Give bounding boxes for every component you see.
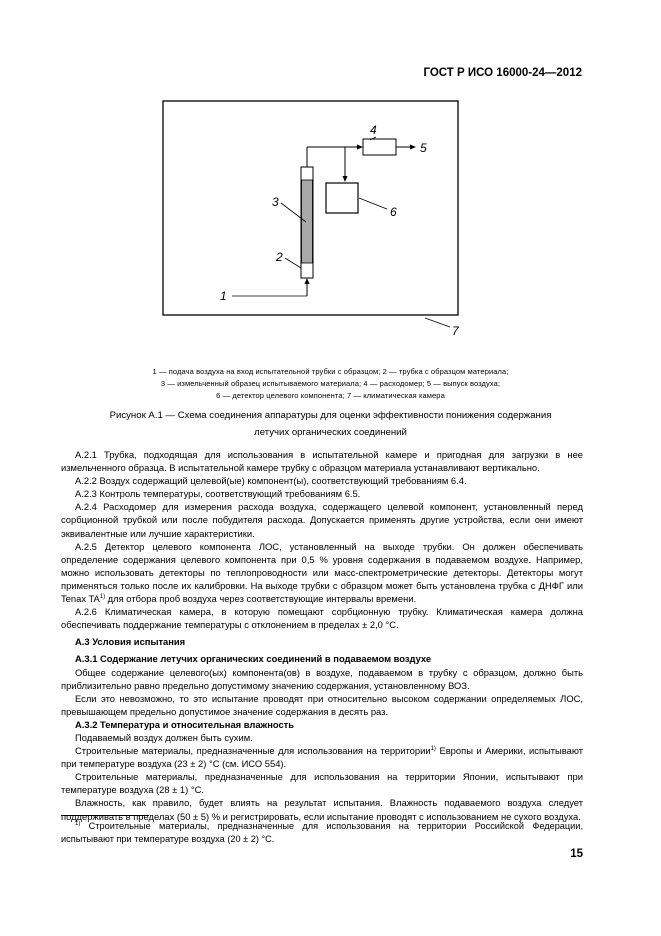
paragraph-a32-2 [61, 744, 583, 770]
paragraph-a21: А.2.1 Трубка, подходящая для использования в испытательной камере и пригодная для загрузки в нее измельченного образца. В испытательной камере трубку с образцом материала устанавливают вертикально. [61, 449, 583, 474]
footnote-marker: 1) [75, 821, 81, 827]
text-run: для отбора проб воздуха через соответствующие интервалы времени. [105, 593, 417, 605]
heading-a31: А.3.1 Содержание летучих органических соединений в подаваемом воздухе [75, 653, 432, 665]
figure-legend [90, 366, 571, 402]
legend-line: 1 — подача воздуха на вход испытательной трубки с образцом; 2 — трубка с образцом материала; [152, 367, 509, 376]
apparatus-diagram [0, 0, 661, 360]
label-6: 6 [390, 205, 397, 219]
text-run: А.2.5 Детектор целевого компонента ЛОС, установленный на выходе трубки. Он должен обеспечивать определение содержания целевого компонента при 0,5 % уровня содержания в подаваемом воздухе. Например, можно использовать детекторы по теплопроводности или масс-спектрометрические детекторы. Детекторы могут применяться только после их калибровки. На выходе трубки с образцом может быть установлена трубка с ДНФГ или Tenax TA [61, 540, 583, 605]
crushed-sample [302, 180, 313, 263]
footnote [61, 820, 583, 846]
legend-line: 6 — детектор целевого компонента; 7 — климатическая камера [216, 391, 445, 400]
paragraph-a32-4: Влажность, как правило, будет влиять на результат испытания. Влажность подаваемого воздуха следует поддерживать в пределах (50 ± 5) % и регистрировать, если испытание проводят с использованием не сухого воздуха. [61, 797, 583, 822]
paragraph-a31-1: Общее содержание целевого(ых) компонента(ов) в воздухе, подаваемом в трубку с образцом, должно быть приблизительно равно предельно допустимому значению содержания, установленному ВОЗ. [61, 666, 583, 691]
label-2: 2 [276, 250, 283, 264]
caption-line: летучих органических соединений [254, 427, 407, 438]
paragraph-a32-3: Строительные материалы, предназначенные для использования на территории Японии, испытывают при температуре воздуха (28 ± 1) °С. [61, 771, 583, 796]
paragraph-a31-2: Если это невозможно, то это испытание проводят при относительно высоком содержании определяемых ЛОС, превышающем предельно допустимое значение содержания в десять раз. [61, 692, 583, 717]
detector [326, 183, 358, 213]
label-7: 7 [452, 324, 459, 338]
label-3: 3 [272, 195, 279, 209]
heading-a32: А.3.2 Температура и относительная влажность [75, 718, 295, 730]
flowmeter [363, 139, 396, 155]
text-run: Строительные материалы, предназначенные для использования на территории [75, 745, 431, 757]
paragraph-a23: А.2.3 Контроль температуры, соответствующий требованиям 6.5. [75, 488, 361, 500]
document-code: ГОСТ Р ИСО 16000-24—2012 [423, 67, 582, 79]
caption-line: Рисунок А.1 — Схема соединения аппаратуры для оценки эффективности понижения содержания [109, 410, 552, 421]
label-4: 4 [370, 123, 377, 137]
paragraph-a26: А.2.6 Климатическая камера, в которую помещают сорбционную трубку. Климатическая камера должна обеспечивать поддержание температуры с отклонением в пределах ± 2,0 °С. [61, 606, 583, 631]
label-5: 5 [420, 141, 427, 155]
figure-caption [70, 407, 591, 441]
heading-a3: А.3 Условия испытания [75, 636, 186, 648]
paragraph-a24: А.2.4 Расходомер для измерения расхода воздуха, содержащего целевой компонент, установленный перед сорбционной трубкой или после побудителя расхода. Допускается применять другие устройства, если они имеют эквивалентные или лучшие характеристики. [61, 501, 583, 539]
label-1: 1 [220, 289, 227, 303]
footnote-ref: 1) [99, 594, 106, 601]
paragraph-a22: А.2.2 Воздух содержащий целевой(ые) компонент(ы), соответствующий требованиям 6.4. [75, 475, 467, 487]
text-run: Европы и Америки, испытывают при температуре воздуха (23 ± 2) °С (см. ИСО 554). [61, 745, 583, 770]
legend-line: 3 — измельченный образец испытываемого материала; 4 — расходомер; 5 — выпуск воздуха; [160, 379, 501, 388]
paragraph-a32-1: Подаваемый воздух должен быть сухим. [75, 731, 253, 743]
footnote-ref: 1) [430, 746, 436, 753]
footnote-separator [61, 815, 149, 816]
footnote-text: Строительные материалы, предназначенные для использования на территории Российской Федерации, испытывают при температуре воздуха (20 ± 2) °С. [61, 821, 583, 844]
page-number: 15 [570, 848, 583, 860]
body-text [61, 448, 583, 823]
paragraph-a25 [61, 540, 583, 605]
